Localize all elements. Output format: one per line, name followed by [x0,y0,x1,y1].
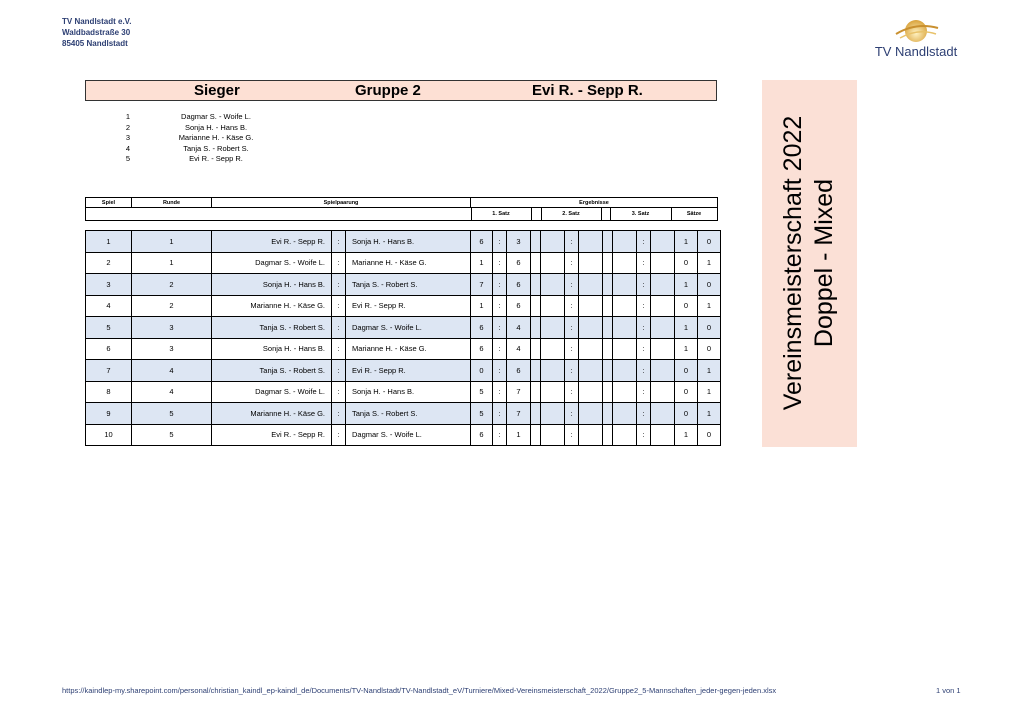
sets-won-team-2: 0 [698,424,721,446]
team-1: Dagmar S. - Woife L. [212,381,332,403]
set3-separator: : [637,360,651,382]
ranking-row [110,112,286,123]
game-number: 1 [86,231,132,253]
game-number: 6 [86,338,132,360]
round-number: 5 [132,424,212,446]
team-2: Tanja S. - Robert S. [346,274,471,296]
table-row [86,252,721,274]
sets-won-team-1: 0 [675,381,698,403]
sets-won-team-1: 1 [675,274,698,296]
set-gap [603,231,613,253]
set1-separator: : [493,360,507,382]
team-1: Marianne H. - Käse G. [212,295,332,317]
set2-separator: : [565,338,579,360]
set3-separator: : [637,295,651,317]
set3-score-team-2 [651,295,675,317]
pairing-separator: : [332,403,346,425]
address-line-3: 85405 Nandlstadt [62,39,128,48]
side-title-line-1: Vereinsmeisterschaft 2022 [779,115,807,411]
set3-score-team-1 [613,403,637,425]
set2-score-team-2 [579,252,603,274]
set1-score-team-2: 1 [507,424,531,446]
set2-separator: : [565,295,579,317]
set-gap [603,403,613,425]
rank-team: Dagmar S. - Woife L. [181,112,251,121]
round-number: 2 [132,274,212,296]
header-ergebnisse: Ergebnisse [471,198,717,208]
set-gap [603,295,613,317]
set1-score-team-1: 7 [471,274,493,296]
sets-won-team-1: 0 [675,403,698,425]
set-gap [531,274,541,296]
table-row [86,338,721,360]
team-1: Dagmar S. - Woife L. [212,252,332,274]
set-gap [531,338,541,360]
set2-score-team-1 [541,317,565,339]
rank-team: Sonja H. - Hans B. [184,122,248,132]
game-number: 2 [86,252,132,274]
set1-score-team-1: 6 [471,338,493,360]
set2-separator: : [565,252,579,274]
set2-score-team-1 [541,360,565,382]
sets-won-team-1: 0 [675,360,698,382]
pairing-separator: : [332,338,346,360]
set3-separator: : [637,403,651,425]
header-satz-2: 2. Satz [562,211,580,217]
set3-score-team-1 [613,231,637,253]
ranking-row [110,123,286,134]
games-table-body [86,231,721,446]
set3-score-team-2 [651,360,675,382]
set3-score-team-2 [651,424,675,446]
ranking-list [110,112,286,165]
set-gap [531,381,541,403]
header-saetze: Sätze [686,211,702,217]
set2-score-team-2 [579,338,603,360]
ranking-row [110,144,286,155]
set3-score-team-2 [651,252,675,274]
team-2: Evi R. - Sepp R. [346,295,471,317]
table-row [86,381,721,403]
set1-score-team-1: 1 [471,252,493,274]
rank-team: Evi R. - Sepp R. [189,154,243,163]
winner-name: Evi R. - Sepp R. [532,82,643,99]
set2-score-team-1 [541,231,565,253]
set2-score-team-1 [541,295,565,317]
pairing-separator: : [332,360,346,382]
set-gap [603,381,613,403]
round-number: 1 [132,252,212,274]
table-row [86,295,721,317]
logo-text: TV Nandlstadt [874,44,958,59]
set2-separator: : [565,360,579,382]
set1-score-team-1: 6 [471,424,493,446]
pairing-separator: : [332,317,346,339]
set2-score-team-1 [541,274,565,296]
set1-separator: : [493,274,507,296]
set2-separator: : [565,424,579,446]
winner-bar [85,80,717,101]
club-address [62,16,132,49]
set-gap [603,274,613,296]
set3-separator: : [637,424,651,446]
set1-score-team-2: 6 [507,274,531,296]
set-gap [531,403,541,425]
table-row [86,360,721,382]
set1-score-team-2: 4 [507,338,531,360]
team-2: Marianne H. - Käse G. [346,252,471,274]
set1-score-team-1: 6 [471,317,493,339]
set3-score-team-2 [651,338,675,360]
ranking-row [110,133,286,144]
set1-score-team-2: 6 [507,295,531,317]
set2-score-team-2 [579,295,603,317]
sets-won-team-2: 0 [698,274,721,296]
rank-position: 3 [125,133,131,142]
round-number: 4 [132,360,212,382]
game-number: 7 [86,360,132,382]
set3-separator: : [637,317,651,339]
set3-separator: : [637,338,651,360]
table-row [86,317,721,339]
set-gap [603,252,613,274]
set2-separator: : [565,274,579,296]
round-number: 3 [132,317,212,339]
club-logo [866,14,966,62]
address-line-1: TV Nandlstadt e.V. [62,17,132,26]
team-1: Sonja H. - Hans B. [212,274,332,296]
set-gap [531,317,541,339]
set1-score-team-2: 6 [507,252,531,274]
set2-separator: : [565,381,579,403]
set1-separator: : [493,424,507,446]
side-title-panel [762,80,857,447]
set3-score-team-1 [613,317,637,339]
rank-position: 2 [125,122,131,132]
team-1: Marianne H. - Käse G. [212,403,332,425]
sets-won-team-1: 0 [675,252,698,274]
team-1: Tanja S. - Robert S. [212,317,332,339]
set2-score-team-1 [541,403,565,425]
set-gap [531,295,541,317]
round-number: 2 [132,295,212,317]
sets-won-team-1: 1 [675,338,698,360]
set2-score-team-2 [579,317,603,339]
sets-won-team-2: 0 [698,317,721,339]
header-runde: Runde [132,198,212,208]
set-gap [531,360,541,382]
table-row [86,403,721,425]
set3-score-team-1 [613,338,637,360]
set3-score-team-1 [613,252,637,274]
set3-score-team-1 [613,360,637,382]
set3-score-team-2 [651,317,675,339]
team-2: Dagmar S. - Woife L. [346,317,471,339]
set1-separator: : [493,252,507,274]
set1-separator: : [493,403,507,425]
set3-separator: : [637,381,651,403]
set1-separator: : [493,295,507,317]
set1-separator: : [493,317,507,339]
set2-score-team-2 [579,403,603,425]
set1-score-team-2: 4 [507,317,531,339]
pairing-separator: : [332,424,346,446]
set1-score-team-2: 3 [507,231,531,253]
winner-label: Sieger [194,82,240,99]
header-satz-1: 1. Satz [492,211,510,217]
set1-score-team-2: 7 [507,381,531,403]
sets-won-team-1: 1 [675,231,698,253]
game-number: 10 [86,424,132,446]
set3-score-team-2 [651,231,675,253]
set2-separator: : [565,317,579,339]
set1-score-team-1: 5 [471,381,493,403]
round-number: 4 [132,381,212,403]
header-satz-3: 3. Satz [631,211,650,217]
games-table [85,230,721,446]
table-row [86,274,721,296]
pairing-separator: : [332,231,346,253]
team-2: Marianne H. - Käse G. [346,338,471,360]
set2-score-team-1 [541,424,565,446]
set1-separator: : [493,381,507,403]
set2-score-team-1 [541,381,565,403]
game-number: 3 [86,274,132,296]
table-row [86,231,721,253]
team-1: Evi R. - Sepp R. [212,424,332,446]
team-2: Sonja H. - Hans B. [346,381,471,403]
set2-score-team-2 [579,424,603,446]
set-gap [603,360,613,382]
rank-team: Tanja S. - Robert S. [183,143,249,153]
header-spielpaarung: Spielpaarung [212,198,471,208]
sets-won-team-2: 1 [698,381,721,403]
side-title [778,116,840,411]
header-divider [531,208,532,220]
team-1: Evi R. - Sepp R. [212,231,332,253]
sets-won-team-2: 0 [698,231,721,253]
team-1: Sonja H. - Hans B. [212,338,332,360]
set1-score-team-1: 6 [471,231,493,253]
team-2: Evi R. - Sepp R. [346,360,471,382]
group-label: Gruppe 2 [355,82,421,99]
rank-position: 5 [125,154,131,163]
set2-score-team-2 [579,274,603,296]
header-spiel: Spiel [86,198,132,208]
game-number: 8 [86,381,132,403]
set2-separator: : [565,231,579,253]
set3-score-team-1 [613,274,637,296]
set2-score-team-2 [579,381,603,403]
game-number: 4 [86,295,132,317]
set-gap [531,424,541,446]
rank-position: 4 [125,143,131,153]
sets-won-team-2: 1 [698,403,721,425]
pairing-separator: : [332,295,346,317]
sets-won-team-1: 0 [675,295,698,317]
set1-score-team-1: 0 [471,360,493,382]
set1-score-team-2: 6 [507,360,531,382]
set-gap [531,231,541,253]
rank-team: Marianne H. - Käse G. [178,133,254,142]
sets-won-team-2: 1 [698,252,721,274]
set3-separator: : [637,274,651,296]
set-gap [603,317,613,339]
sets-won-team-2: 1 [698,295,721,317]
sets-won-team-1: 1 [675,424,698,446]
set1-score-team-2: 7 [507,403,531,425]
sets-won-team-2: 0 [698,338,721,360]
set1-separator: : [493,338,507,360]
round-number: 1 [132,231,212,253]
pairing-separator: : [332,381,346,403]
footer-page-number: 1 von 1 [936,686,961,695]
side-title-line-2: Doppel - Mixed [810,178,838,348]
team-2: Tanja S. - Robert S. [346,403,471,425]
set2-score-team-1 [541,252,565,274]
set1-score-team-1: 5 [471,403,493,425]
ranking-row [110,154,286,165]
set3-score-team-2 [651,274,675,296]
team-2: Sonja H. - Hans B. [346,231,471,253]
sets-won-team-1: 1 [675,317,698,339]
address-line-2: Waldbadstraße 30 [62,28,131,37]
set3-score-team-2 [651,403,675,425]
pairing-separator: : [332,274,346,296]
footer-url: https://kaindlep-my.sharepoint.com/personal/christian_kaindl_ep-kaindl_de/Documents/TV-Nandlstadt/TV-Nandlstadt_eV/Turniere/Mixed-Vereinsmeisterschaft_2022/Gruppe2_5-Mannschaften_jeder-gegen-jeden.xlsx [62,686,777,695]
game-number: 9 [86,403,132,425]
team-1: Tanja S. - Robert S. [212,360,332,382]
sun-logo-icon [866,14,966,46]
set2-score-team-1 [541,338,565,360]
set2-separator: : [565,403,579,425]
header-divider [601,208,602,220]
set-gap [603,424,613,446]
set3-separator: : [637,252,651,274]
set2-score-team-2 [579,231,603,253]
round-number: 3 [132,338,212,360]
games-table-header [85,197,718,221]
set2-score-team-2 [579,360,603,382]
set3-score-team-2 [651,381,675,403]
set3-separator: : [637,231,651,253]
set1-separator: : [493,231,507,253]
game-number: 5 [86,317,132,339]
set-gap [531,252,541,274]
round-number: 5 [132,403,212,425]
rank-position: 1 [125,112,131,121]
pairing-separator: : [332,252,346,274]
table-row [86,424,721,446]
set3-score-team-1 [613,381,637,403]
team-2: Dagmar S. - Woife L. [346,424,471,446]
set-gap [603,338,613,360]
set1-score-team-1: 1 [471,295,493,317]
set3-score-team-1 [613,424,637,446]
set3-score-team-1 [613,295,637,317]
sets-won-team-2: 1 [698,360,721,382]
